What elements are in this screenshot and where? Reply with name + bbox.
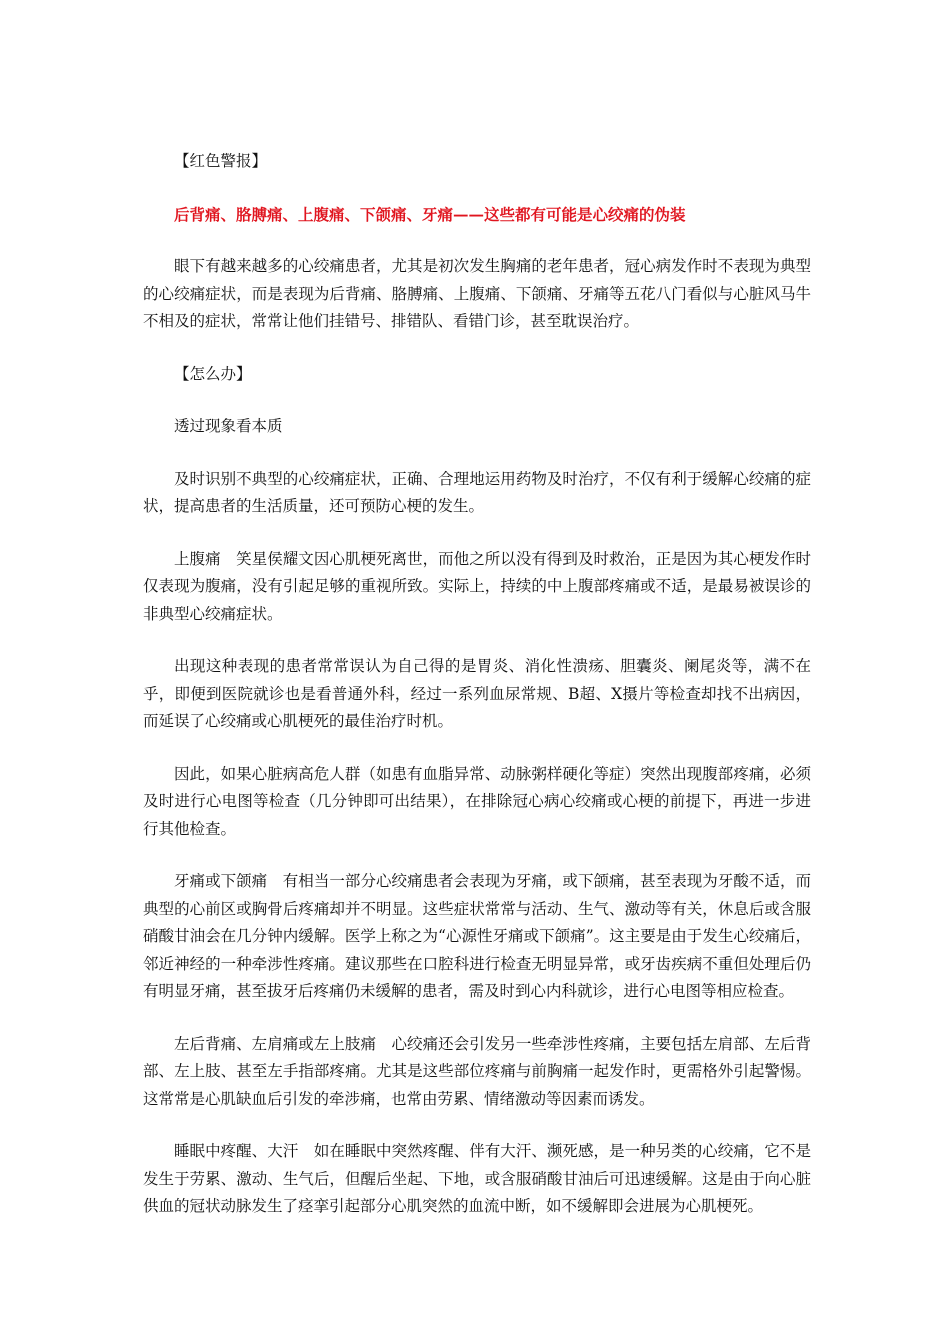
- toothache-paragraph: [143, 868, 811, 1006]
- therefore-paragraph: 因此，如果心脏病高危人群（如患有血脂异常、动脉粥样硬化等症）突然出现腹部疼痛，必须及时进行心电图等检查（几分钟即可出结果），在排除冠心病心绞痛或心梗的前提下，再进一步进行其他检查。: [143, 764, 811, 838]
- document-body: [143, 148, 811, 1246]
- upper-abdomen-paragraph: [143, 546, 811, 629]
- headline: 后背痛、胳膊痛、上腹痛、下颌痛、牙痛——这些都有可能是心绞痛的伪装: [174, 204, 686, 224]
- intro-paragraph: 眼下有越来越多的心绞痛患者，尤其是初次发生胸痛的老年患者，冠心病发作时不表现为典型的心绞痛症状，而是表现为后背痛、胳膊痛、上腹痛、下颌痛、牙痛等五花八门看似与心脏风马牛不相及的症状，常常让他们挂错号、排错队、看错门诊，甚至耽误治疗。: [143, 257, 811, 330]
- sleep-paragraph: [143, 1138, 811, 1221]
- back-pain-lead: 左后背痛、左肩痛或左上肢痛: [174, 1034, 376, 1053]
- alert-label: 【红色警报】: [174, 152, 268, 170]
- upper-abdomen-body: 笑星侯耀文因心肌梗死离世，而他之所以没有得到及时救治，正是因为其心梗发作时仅表现为腹痛，没有引起足够的重视所致。实际上，持续的中上腹部疼痛或不适，是最易被误诊的非典型心绞痛症状。: [143, 549, 811, 623]
- back-pain-body: 心绞痛还会引发另一些牵涉性疼痛，主要包括左肩部、左后背部、左上肢、甚至左手指部疼痛。尤其是这些部位疼痛与前胸痛一起发作时，更需格外引起警惕。这常常是心肌缺血后引发的牵涉痛，也常由劳累、情绪激动等因素而诱发。: [143, 1034, 811, 1108]
- what-to-do-label: 【怎么办】: [174, 364, 252, 383]
- misdiagnosis-paragraph: 出现这种表现的患者常常误认为自己得的是胃炎、消化性溃疡、胆囊炎、阑尾炎等，满不在乎，即便到医院就诊也是看普通外科，经过一系列血尿常规、B超、X摄片等检查却找不出病因，而延误了心绞痛或心肌梗死的最佳治疗时机。: [143, 657, 811, 730]
- recognize-paragraph: 及时识别不典型的心绞痛症状，正确、合理地运用药物及时治疗，不仅有利于缓解心绞痛的症状，提高患者的生活质量，还可预防心梗的发生。: [143, 469, 811, 515]
- sleep-body: 如在睡眠中突然疼醒、伴有大汗、濒死感，是一种另类的心绞痛，它不是发生于劳累、激动、生气后，但醒后坐起、下地，或含服硝酸甘油后可迅速缓解。这是由于向心脏供血的冠状动脉发生了痉挛引起部分心肌突然的血流中断，如不缓解即会进展为心肌梗死。: [143, 1142, 811, 1215]
- toothache-lead: 牙痛或下颌痛: [174, 872, 268, 890]
- toothache-body: 有相当一部分心绞痛患者会表现为牙痛，或下颌痛，甚至表现为牙酸不适，而典型的心前区或胸骨后疼痛却并不明显。这些症状常常与活动、生气、激动等有关，休息后或含服硝酸甘油会在几分钟内缓解。医学上称之为“心源性牙痛或下颌痛”。这主要是由于发生心绞痛后，邻近神经的一种牵涉性疼痛。建议那些在口腔科进行检查无明显异常，或牙齿疾病不重但处理后仍有明显牙痛，甚至拔牙后疼痛仍未缓解的患者，需及时到心内科就诊，进行心电图等相应检查。: [143, 872, 811, 1000]
- back-pain-paragraph: [143, 1031, 811, 1114]
- subheading: 透过现象看本质: [174, 417, 283, 435]
- upper-abdomen-lead: 上腹痛: [174, 549, 221, 568]
- sleep-lead: 睡眠中疼醒、大汗: [174, 1142, 299, 1160]
